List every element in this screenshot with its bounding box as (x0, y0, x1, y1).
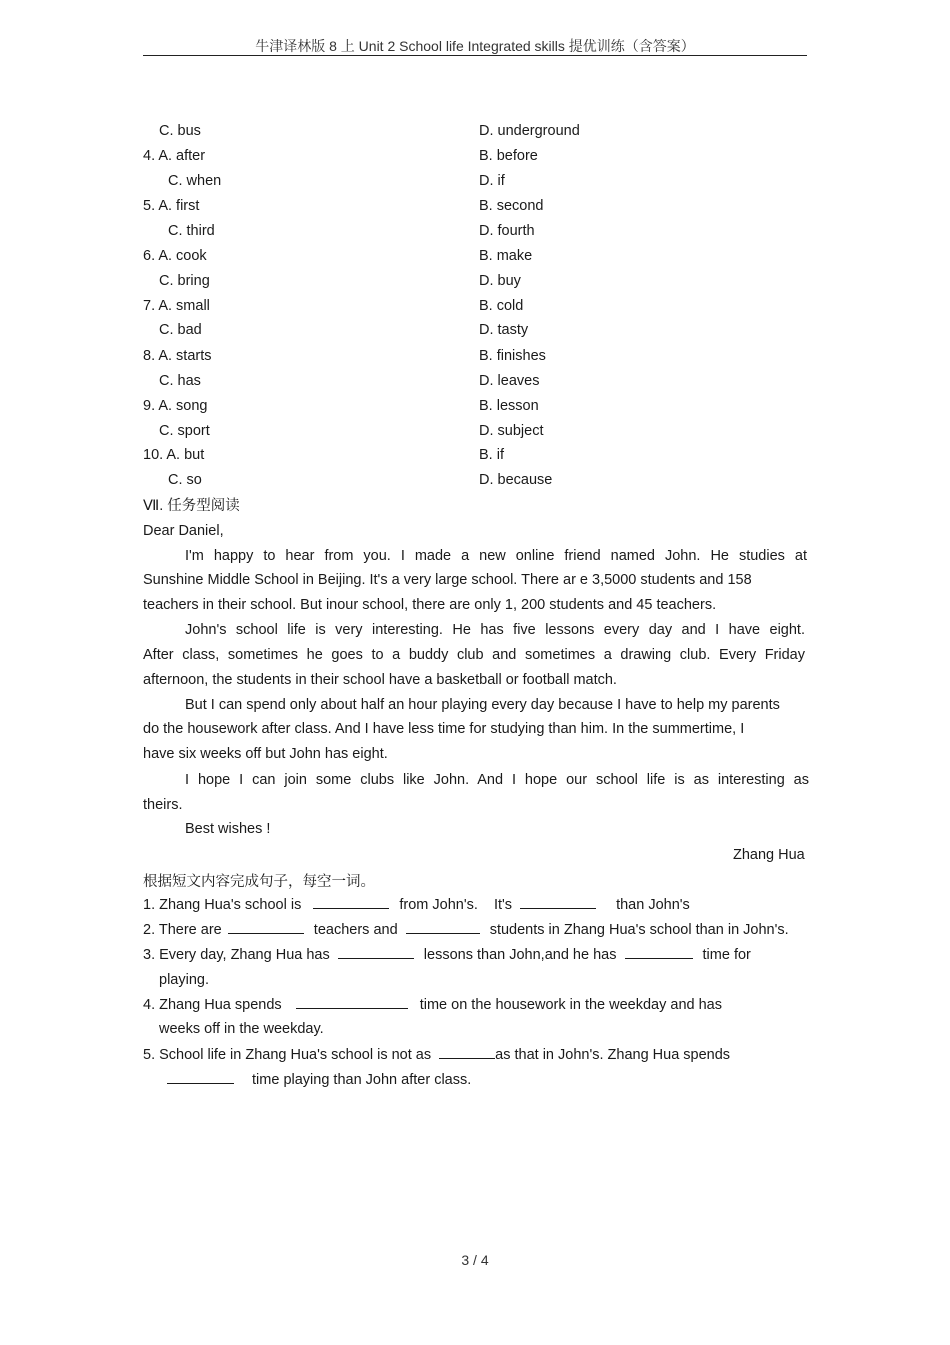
question-text: It's (493, 897, 513, 913)
question-3-cont: playing. (159, 972, 209, 988)
option-row (0, 447, 950, 469)
option-right: D. underground (479, 123, 580, 139)
option-left: 10. A. but (143, 447, 205, 463)
option-right: B. second (479, 198, 544, 214)
question-5-cont (167, 1071, 471, 1088)
letter-line: afternoon, the students in their school have a basketball or football match. (143, 672, 617, 688)
letter-greeting: Dear Daniel, (143, 523, 224, 539)
option-left: 9. A. song (143, 398, 208, 414)
option-right: D. tasty (479, 322, 529, 338)
question-text: students in Zhang Hua's school than in John's. (489, 922, 789, 938)
question-5 (143, 1046, 730, 1063)
option-left: 5. A. first (143, 198, 200, 214)
option-left: 6. A. cook (143, 248, 207, 264)
option-right: D. leaves (479, 373, 540, 389)
question-text: 5. School life in Zhang Hua's school is not as (143, 1047, 432, 1063)
option-row (0, 223, 950, 245)
option-right: B. cold (479, 298, 524, 314)
question-text: than John's (616, 897, 690, 913)
instructions: 根据短文内容完成句子，每空一词。 (143, 874, 375, 890)
option-right: B. make (479, 248, 533, 264)
answer-blank[interactable] (338, 946, 414, 959)
option-row (0, 248, 950, 270)
answer-blank[interactable] (625, 946, 693, 959)
option-right: D. subject (479, 423, 544, 439)
option-row (0, 348, 950, 370)
option-left: C. bring (159, 273, 210, 289)
letter-line: But I can spend only about half an hour playing every day because I have to help my parents (185, 697, 780, 713)
question-4 (143, 996, 722, 1013)
answer-blank[interactable] (439, 1046, 495, 1059)
option-row (0, 322, 950, 344)
question-4-cont: weeks off in the weekday. (159, 1021, 324, 1037)
question-text: 4. Zhang Hua spends (143, 997, 282, 1013)
question-text: time for (702, 947, 751, 963)
option-row (0, 472, 950, 494)
option-right: D. because (479, 472, 553, 488)
answer-blank[interactable] (296, 996, 408, 1009)
question-text: teachers and (313, 922, 398, 938)
option-left: C. sport (159, 423, 210, 439)
question-text: from John's. (399, 897, 478, 913)
letter-line: I'm happy to hear from you. I made a new online friend named John. He studies at (185, 548, 807, 564)
question-text: 2. There are (143, 922, 222, 938)
answer-blank[interactable] (313, 896, 389, 909)
option-row (0, 423, 950, 445)
answer-blank[interactable] (228, 921, 304, 934)
letter-line: I hope I can join some clubs like John. And I hope our school life is as interesting as (185, 772, 809, 788)
letter-line: teachers in their school. But inour school, there are only 1, 200 students and 45 teachers. (143, 597, 717, 613)
option-row (0, 148, 950, 170)
question-text: 3. Every day, Zhang Hua has (143, 947, 330, 963)
option-left: C. bad (159, 322, 202, 338)
question-3 (143, 946, 751, 963)
letter-line: John's school life is very interesting. He has five lessons every day and I have eight. (185, 622, 805, 638)
option-row (0, 398, 950, 420)
answer-blank[interactable] (167, 1071, 234, 1084)
option-left: C. when (168, 173, 222, 189)
letter-signature: Zhang Hua (733, 847, 805, 863)
option-left: C. has (159, 373, 201, 389)
page-header: 牛津译林版 8 上 Unit 2 School life Integrated skills 提优训练（含答案） (255, 38, 695, 54)
question-2 (143, 921, 789, 938)
option-row (0, 123, 950, 145)
letter-line: theirs. (143, 797, 183, 813)
question-text: as that in John's. Zhang Hua spends (495, 1047, 731, 1063)
letter-line: After class, sometimes he goes to a buddy club and sometimes a drawing club. Every Friday (143, 647, 805, 663)
option-right: B. lesson (479, 398, 539, 414)
letter-closing: Best wishes ! (185, 821, 271, 837)
question-text: 1. Zhang Hua's school is (143, 897, 302, 913)
section-title: Ⅶ. 任务型阅读 (143, 498, 240, 514)
option-left: 7. A. small (143, 298, 210, 314)
option-left: C. third (168, 223, 215, 239)
question-text: lessons than John,and he has (423, 947, 617, 963)
page-number: 3 / 4 (461, 1252, 489, 1268)
option-right: B. finishes (479, 348, 546, 364)
header-divider (143, 55, 807, 56)
option-left: C. so (168, 472, 202, 488)
option-left: 8. A. starts (143, 348, 212, 364)
question-1 (143, 896, 690, 913)
option-right: B. if (479, 447, 504, 463)
option-row (0, 173, 950, 195)
option-right: D. fourth (479, 223, 535, 239)
option-right: B. before (479, 148, 538, 164)
option-left: C. bus (159, 123, 201, 139)
letter-line: have six weeks off but John has eight. (143, 746, 388, 762)
answer-blank[interactable] (520, 896, 596, 909)
letter-line: Sunshine Middle School in Beijing. It's a very large school. There ar e 3,5000 students and 158 (143, 572, 752, 588)
question-text: time on the housework in the weekday and has (419, 997, 722, 1013)
letter-line: do the housework after class. And I have less time for studying than him. In the summertime, I (143, 721, 745, 737)
option-right: D. buy (479, 273, 521, 289)
option-row (0, 373, 950, 395)
question-text: time playing than John after class. (252, 1072, 472, 1088)
option-row (0, 298, 950, 320)
option-left: 4. A. after (143, 148, 206, 164)
option-right: D. if (479, 173, 505, 189)
answer-blank[interactable] (406, 921, 480, 934)
option-row (0, 273, 950, 295)
option-row (0, 198, 950, 220)
